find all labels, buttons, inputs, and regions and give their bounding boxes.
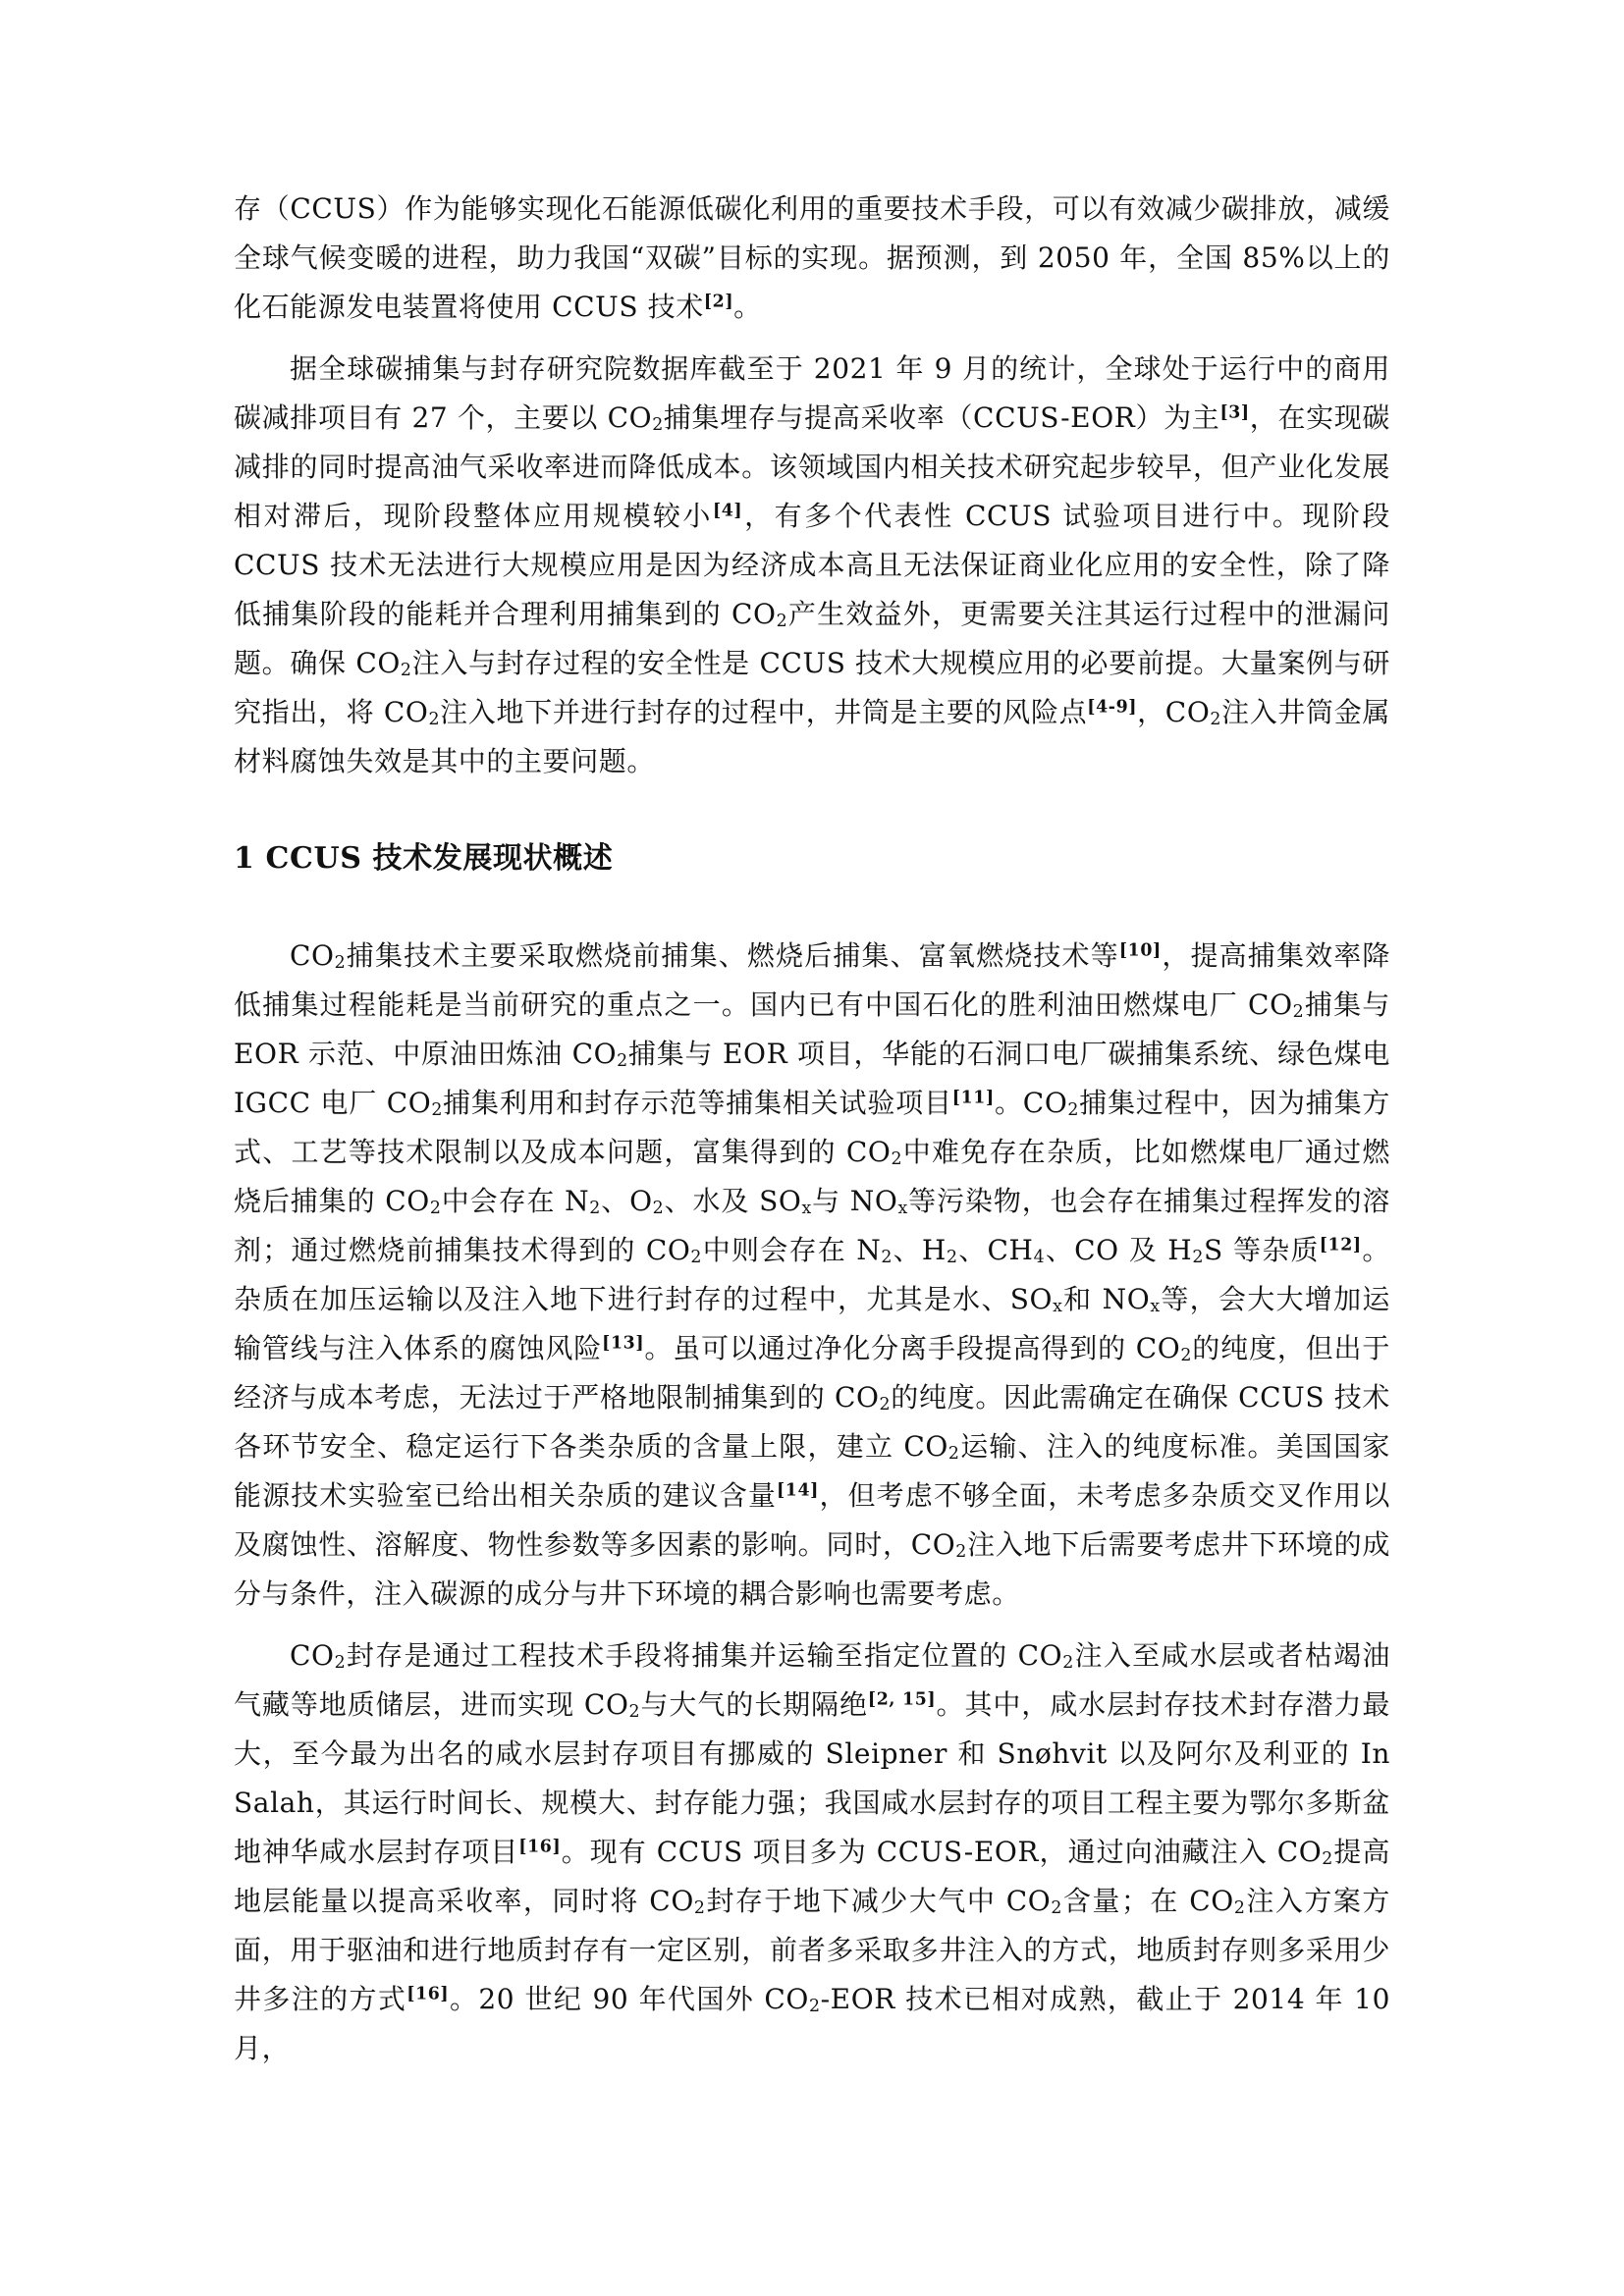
subscript: 2: [334, 953, 347, 974]
citation-ref: [14]: [776, 1480, 819, 1501]
text-run: CO: [290, 1639, 335, 1672]
subscript: 2: [1292, 1002, 1305, 1023]
subscript: 2: [429, 1199, 442, 1219]
subscript: 2: [891, 1149, 903, 1170]
text-run: 据全球碳捕集与封存研究院数据库截至于 2021 年 9 月的统计，全球处于运行中的商用碳减排项目有 27 个，主要以 CO: [234, 352, 1390, 434]
text-run: 等，会大大增加运输管线与注入体系的腐蚀风险: [234, 1283, 1390, 1364]
subscript: 2: [431, 1100, 443, 1121]
subscript: x: [897, 1199, 908, 1219]
text-run: 封存于地下减少大气中 CO: [705, 1885, 1052, 1917]
section-heading: 1 CCUS 技术发展现状概述: [234, 841, 614, 876]
body-paragraph: [234, 345, 1390, 786]
text-run: 中则会存在 N: [702, 1234, 882, 1266]
citation-ref: [2]: [703, 292, 734, 312]
subscript: 2: [947, 1444, 960, 1465]
text-run: 注入方案方面，用于驱油和进行地质封存有一定区别，前者多采取多井注入的方式，地质封存则多采用少井多注的方式: [234, 1885, 1390, 2015]
subscript: 2: [589, 1199, 601, 1219]
subscript: 2: [808, 1997, 821, 2017]
text-run: 等污染物，也会存在捕集过程挥发的溶剂；通过燃烧前捕集技术得到的 CO: [234, 1185, 1391, 1266]
body-paragraph: [234, 185, 1390, 332]
text-run: 捕集利用和封存示范等捕集相关试验项目: [442, 1087, 952, 1119]
text-run: 。CO: [994, 1087, 1068, 1119]
text-run: 捕集与 EOR 示范、中原油田炼油 CO: [234, 988, 1390, 1070]
text-run: 、水及 SO: [664, 1185, 802, 1217]
subscript: x: [1053, 1297, 1063, 1317]
text-run: ，但考虑不够全面，未考虑多杂质交叉作用以及腐蚀性、溶解度、物性参数等多因素的影响。同时，CO: [234, 1479, 1390, 1561]
subscript: 2: [652, 415, 664, 436]
subscript: 2: [1322, 1849, 1333, 1870]
subscript: 2: [652, 1199, 665, 1219]
text-run: 。20 世纪 90 年代国外 CO: [449, 1983, 809, 2015]
text-run: 、H: [892, 1234, 947, 1266]
subscript: x: [1150, 1297, 1161, 1317]
subscript: 2: [690, 1248, 703, 1268]
text-run: 中会存在 N: [441, 1185, 590, 1217]
text-run: 注入井筒金属材料腐蚀失效是其中的主要问题。: [234, 696, 1390, 777]
text-run: 。虽可以通过净化分离手段提高得到的 CO: [644, 1332, 1181, 1364]
citation-ref: [13]: [602, 1333, 645, 1354]
citation-ref: [4]: [712, 501, 743, 521]
intro-section: [234, 185, 1390, 786]
text-run: 与大气的长期隔绝: [640, 1688, 868, 1721]
text-run: 与 NO: [811, 1185, 898, 1217]
body-paragraph: [234, 932, 1390, 1619]
subscript: x: [801, 1199, 812, 1219]
subscript: 2: [334, 1653, 347, 1674]
text-run: S 等杂质: [1204, 1234, 1320, 1266]
text-run: ，有多个代表性 CCUS 试验项目进行中。现阶段 CCUS 技术无法进行大规模应用是因为经济成本高且无法保证商业化应用的安全性，除了降低捕集阶段的能耗并合理利用捕集到的 CO: [234, 500, 1390, 630]
subscript: 2: [776, 612, 788, 632]
text-run: -EOR 技术已相对成熟，截止于 2014 年 10 月，: [234, 1983, 1390, 2064]
text-run: ，在实现碳减排的同时提高油气采收率进而降低成本。该领域国内相关技术研究起步较早，但产业化发展相对滞后，现阶段整体应用规模较小: [234, 401, 1390, 532]
text-run: 和 NO: [1062, 1283, 1151, 1315]
subscript: 2: [400, 661, 412, 681]
text-run: 注入至咸水层或者枯竭油气藏等地质储层，进而实现 CO: [234, 1639, 1390, 1721]
subscript: 2: [881, 1248, 893, 1268]
text-run: 注入地下后需要考虑井下环境的成分与条件，注入碳源的成分与井下环境的耦合影响也需要考虑。: [234, 1528, 1390, 1610]
subscript: 2: [1210, 710, 1222, 730]
subscript: 2: [628, 1702, 641, 1723]
text-run: ，CO: [1137, 696, 1211, 728]
subscript: 2: [617, 1051, 628, 1072]
subscript: 2: [955, 1542, 967, 1563]
text-run: 、CH: [957, 1234, 1034, 1266]
text-run: 含量；在 CO: [1062, 1885, 1234, 1917]
text-run: 。: [733, 291, 762, 323]
subscript: 2: [428, 710, 441, 730]
text-run: 运输、注入的纯度标准。美国国家能源技术实验室已给出相关杂质的建议含量: [234, 1430, 1390, 1512]
text-run: 。杂质在加压运输以及注入地下进行封存的过程中，尤其是水、SO: [234, 1234, 1390, 1315]
text-run: 。现有 CCUS 项目多为 CCUS-EOR，通过向油藏注入 CO: [561, 1836, 1323, 1868]
subscript: 2: [879, 1395, 892, 1415]
citation-ref: [10]: [1118, 940, 1162, 961]
section-body: [234, 932, 1390, 2073]
subscript: 2: [1192, 1248, 1204, 1268]
subscript: 2: [1233, 1898, 1246, 1919]
text-run: 中难免存在杂质，比如燃煤电厂通过燃烧后捕集的 CO: [234, 1136, 1391, 1217]
text-run: 存（CCUS）作为能够实现化石能源低碳化利用的重要技术手段，可以有效减少碳排放，减缓全球气候变暖的进程，助力我国“双碳”目标的实现。据预测，到 2050 年，全国 85%以上的化石能源发电装置将使用 CCUS 技术: [234, 192, 1390, 323]
text-run: CO: [290, 939, 335, 972]
text-run: 的纯度。因此需确定在确保 CCUS 技术各环节安全、稳定运行下各类杂质的含量上限，建立 CO: [234, 1381, 1390, 1463]
citation-ref: [16]: [518, 1837, 562, 1857]
citation-ref: [2, 15]: [867, 1689, 937, 1710]
citation-ref: [11]: [951, 1088, 995, 1108]
text-run: 捕集技术主要采取燃烧前捕集、燃烧后捕集、富氧燃烧技术等: [346, 939, 1119, 972]
body-paragraph: [234, 1631, 1390, 2073]
subscript: 2: [1051, 1898, 1063, 1919]
text-run: 、O: [600, 1185, 653, 1217]
subscript: 2: [1067, 1100, 1080, 1121]
subscript: 2: [1180, 1346, 1192, 1366]
subscript: 2: [946, 1248, 958, 1268]
text-run: 产生效益外，更需要关注其运行过程中的泄漏问题。确保 CO: [234, 598, 1391, 679]
text-run: 提高地层能量以提高采收率，同时将 CO: [234, 1836, 1390, 1917]
text-run: 封存是通过工程技术手段将捕集并运输至指定位置的 CO: [346, 1639, 1063, 1672]
text-run: 。其中，咸水层封存技术封存潜力最大，至今最为出名的咸水层封存项目有挪威的 Sleipner 和 Snøhvit 以及阿尔及利亚的 In Salah，其运行时间长、规模大、封存能力强；我国咸水层封存的项目工程主要为鄂尔多斯盆地神华咸水层封存项目: [234, 1688, 1390, 1868]
subscript: 4: [1033, 1248, 1046, 1268]
citation-ref: [4-9]: [1087, 697, 1138, 718]
text-run: 注入地下并进行封存的过程中，井筒是主要的风险点: [440, 696, 1088, 728]
text-run: 、CO 及 H: [1045, 1234, 1193, 1266]
subscript: 2: [1062, 1653, 1074, 1674]
text-run: 捕集与 EOR 项目，华能的石洞口电厂碳捕集系统、绿色煤电 IGCC 电厂 CO: [234, 1038, 1390, 1119]
citation-ref: [3]: [1219, 402, 1250, 423]
text-run: 的纯度，但出于经济与成本考虑，无法过于严格地限制捕集到的 CO: [234, 1332, 1390, 1414]
text-run: 捕集过程中，因为捕集方式、工艺等技术限制以及成本问题，富集得到的 CO: [234, 1087, 1390, 1168]
text-run: ，提高捕集效率降低捕集过程能耗是当前研究的重点之一。国内已有中国石化的胜利油田燃煤电厂 CO: [234, 939, 1391, 1021]
citation-ref: [12]: [1319, 1235, 1362, 1255]
text-run: 注入与封存过程的安全性是 CCUS 技术大规模应用的必要前提。大量案例与研究指出，将 CO: [234, 647, 1390, 728]
subscript: 2: [693, 1898, 706, 1919]
citation-ref: [16]: [406, 1984, 450, 2004]
text-run: 捕集埋存与提高采收率（CCUS-EOR）为主: [663, 401, 1220, 434]
